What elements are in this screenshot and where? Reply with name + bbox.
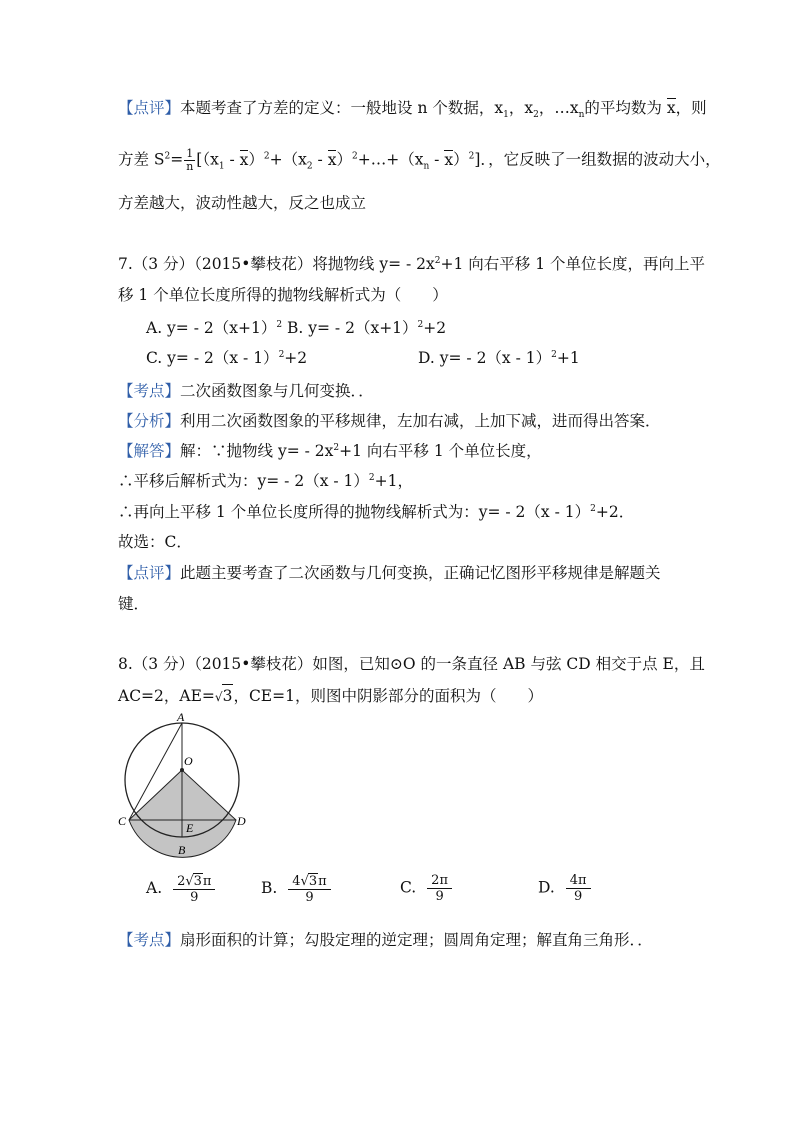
text: ，CE=1，则图中阴影部分的面积为（ ） [233,687,543,705]
review-line-3: 方差越大，波动性越大，反之也成立 [118,194,367,212]
text: ） [336,150,352,169]
option-fraction [566,873,591,904]
superscript: 2 [333,442,340,453]
text: ]．，它反映了一组数据的波动大小， [474,150,721,169]
text: ，则 [675,99,707,117]
text: 解：∵抛物线 y= - 2x [180,442,334,460]
q8-option-d [538,873,591,904]
superscript: 2 [164,151,171,162]
option-label: A. [146,879,163,897]
q7-step-2 [118,501,634,523]
radicand: 3 [193,874,202,889]
text: 此题主要考查了二次函数与几何变换，正确记忆图形平移规律是解题关 [180,564,661,582]
pi: π [318,874,327,889]
pi: π [439,873,448,888]
q8-knowledge [118,929,653,951]
subscript: 1 [218,161,225,172]
subscript: n [423,161,430,172]
text: ） [248,150,264,169]
q7-option-d [418,347,580,369]
q8-option-c [400,873,452,904]
q8-line-1: 8.（3 分）（2015•攀枝花）如图，已知⊙O 的一条直径 AB 与弦 CD 相交于点 E，且 [118,655,705,673]
review-line-1 [118,97,707,119]
denominator: 9 [305,890,314,905]
radicand: 3 [308,874,318,889]
text: ∴再向上平移 1 个单位长度所得的抛物线解析式为：y= - 2（x - 1） [118,503,591,521]
text: [（x [196,150,219,169]
q7-line-1 [118,253,705,275]
pi: π [202,874,212,889]
superscript: 2 [417,319,424,330]
text: 利用二次函数图象的平移规律，左加右减，上加下减，进而得出答案． [180,412,661,430]
q7-step-1 [118,470,413,492]
mean-symbol: x [444,150,454,169]
superscript: 2 [551,349,557,360]
label-e: E [186,821,194,835]
sqrt-sign: √ [214,690,223,704]
text: - [429,150,445,169]
text: +2 [284,349,308,367]
text: ，x [508,99,534,117]
circle-figure [118,712,248,866]
solution-tag: 【解答】 [118,442,181,460]
circle-diagram [118,712,248,862]
text: 二次函数图象与几何变换．． [180,382,374,400]
superscript: 2 [368,472,375,483]
fraction [184,148,195,173]
review-tag: 【点评】 [118,99,181,117]
fraction-denominator: n [186,160,194,173]
text: ∴平移后解析式为：y= - 2（x - 1） [118,472,369,490]
option-fraction [173,873,215,905]
text: 方差 S [118,150,165,169]
label-a: A [177,712,185,724]
knowledge-tag: 【考点】 [118,931,181,949]
superscript: 2 [278,349,285,360]
q8-option-a [146,873,215,905]
text: - [224,150,240,169]
q7-solution [118,440,542,462]
option-fraction [288,873,330,905]
option-label: B. [261,879,278,897]
fraction-numerator: 1 [186,147,194,160]
pi: π [578,873,587,888]
text: +2． [595,503,635,521]
superscript: 2 [468,151,475,162]
label-b: B [178,843,186,857]
mean-symbol: x [239,150,249,169]
label-c: C [118,814,127,828]
subscript: 2 [306,161,313,172]
label-o: O [184,754,193,768]
text: ，…x [538,99,579,117]
sqrt-radicand: 3 [222,684,234,707]
coef: 2 [177,874,186,889]
text: +1 [556,349,580,367]
superscript: 2 [590,503,596,514]
text: 扇形面积的计算；勾股定理的逆定理；圆周角定理；解直角三角形．． [180,931,653,949]
q7-analysis [118,410,661,432]
q8-line-2 [118,684,543,708]
knowledge-tag: 【考点】 [118,382,181,400]
denominator: 9 [435,889,444,904]
review-tag: 【点评】 [118,564,181,582]
sqrt-sign: √ [300,874,309,889]
label-d: D [237,814,246,828]
review-line-2: 方差 $S^2=$ $\frac{1}{n}$ [$(x_1 - x)^2+(x_2$ - $x)^2+\dots+(x_n - x)^2$]．，它反映了一组数据的波动大小， [118,147,721,173]
sqrt-sign: √ [185,874,194,889]
q7-review-2: 键． [118,595,150,613]
q8-option-b [261,873,331,905]
option-a: A. y= - 2（x+1） [146,319,277,337]
q7-options-ab [146,317,446,339]
q7-knowledge [118,380,374,402]
text: AC=2，AE= [118,687,215,705]
text: - [312,150,328,169]
text: +…+（x [357,150,424,169]
coef: 4 [569,873,579,888]
denominator: 9 [190,890,199,905]
text: +（x [269,150,307,169]
option-label: D. [538,878,555,897]
mean-symbol: x [327,150,337,169]
analysis-tag: 【分析】 [118,412,181,430]
text: 7.（3 分）（2015•攀枝花）将抛物线 y= - 2x [118,255,435,273]
text: +2 [423,319,447,337]
denominator: 9 [574,889,583,904]
subscript: 2 [533,110,539,121]
q7-answer: 故选：C． [118,533,192,551]
option-b: B. y= - 2（x+1） [282,319,418,337]
text: +1， [374,472,413,490]
subscript: n [578,110,585,121]
option-label: C. [400,878,417,897]
center-point [180,768,184,772]
superscript: 2 [263,151,270,162]
coef: 2 [431,873,440,888]
mean-symbol: x [666,99,676,117]
text: +1 向右平移 1 个单位长度， [339,442,542,460]
subscript: 1 [503,110,509,121]
text: 本题考查了方差的定义：一般地设 n 个数据，x [180,99,504,117]
superscript: 2 [351,151,358,162]
text: ） [453,150,469,169]
q7-option-c [146,347,307,369]
superscript: 2 [434,255,441,266]
q7-review [118,562,661,584]
text: 的平均数为 [584,99,667,117]
text: D. y= - 2（x - 1） [418,349,552,367]
superscript: 2 [276,319,283,330]
q7-line-2: 移 1 个单位长度所得的抛物线解析式为（ ） [118,286,448,304]
option-fraction [427,873,452,904]
coef: 4 [292,874,301,889]
text: C. y= - 2（x - 1） [146,349,279,367]
text: +1 向右平移 1 个单位长度，再向上平 [440,255,706,273]
